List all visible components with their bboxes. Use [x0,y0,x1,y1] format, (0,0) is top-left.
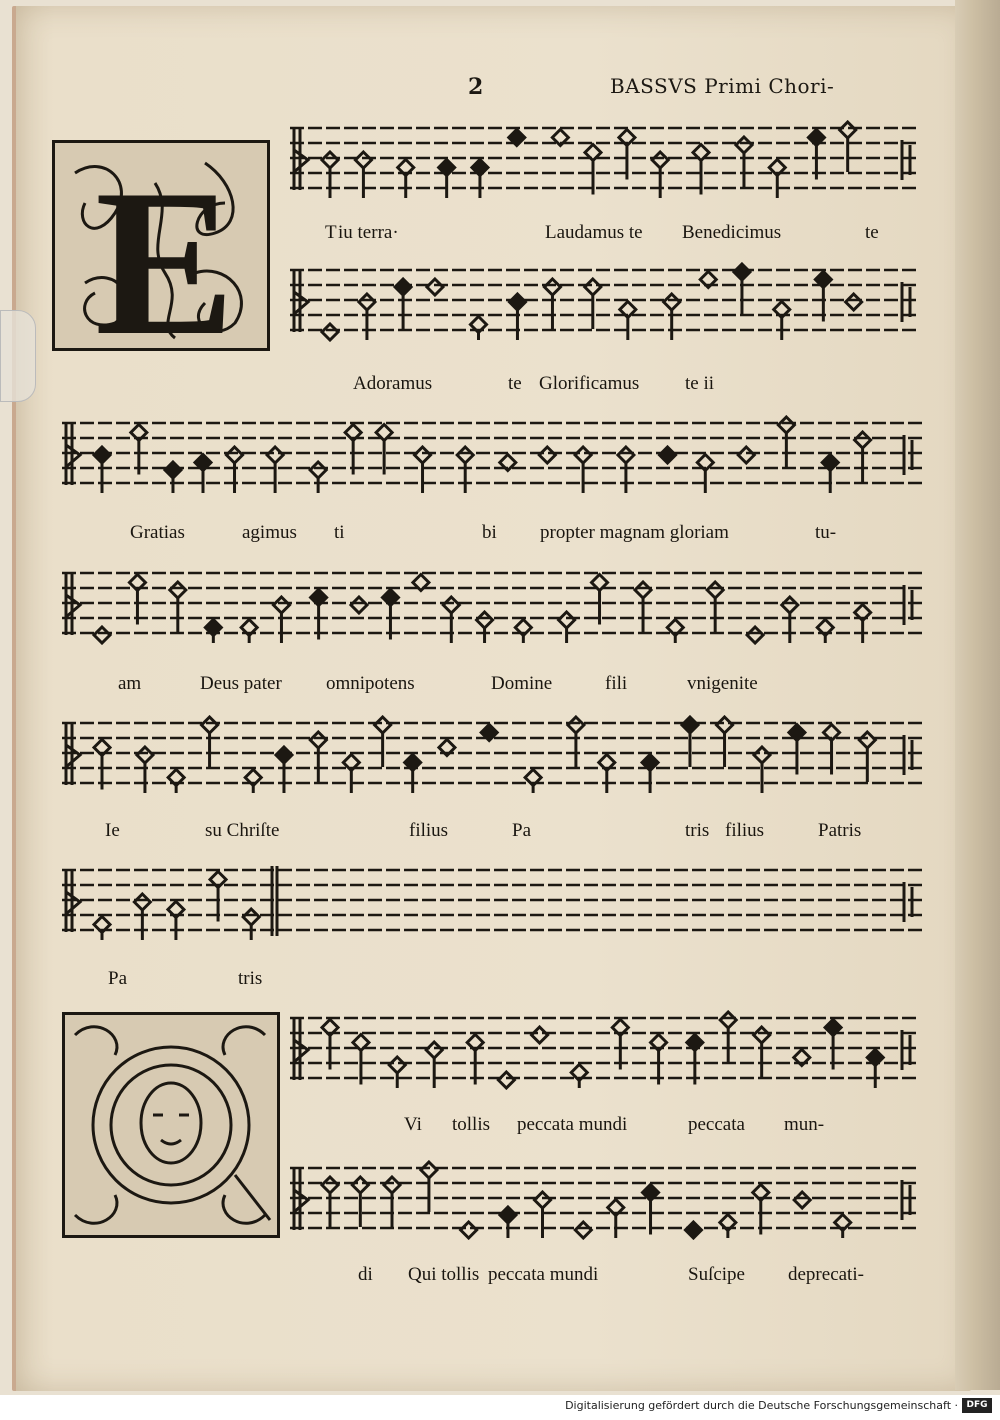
lyric: Domine [491,673,553,694]
note-mark [276,747,292,793]
note-mark [398,160,414,199]
decorated-initial-q [62,1012,280,1238]
lyric: mun- [784,1114,825,1135]
final-barline [272,866,277,936]
note-mark [568,717,584,767]
note-mark [195,455,211,494]
note-mark [717,717,733,767]
lyric: peccata mundi [488,1264,599,1285]
lyric: T [325,222,337,243]
note-mark [660,447,676,463]
note-mark [769,160,785,199]
note-mark [575,447,591,493]
note-mark [682,717,698,767]
lyric: te [865,222,879,243]
lyric: Laudamus te [545,222,643,243]
note-mark [859,732,875,782]
note-mark [667,620,683,644]
lyric: propter magnam gloriam [540,522,729,543]
note-mark [384,1177,400,1227]
lyric: te ii [685,373,715,394]
note-mark [575,1222,591,1238]
note-mark [707,582,723,632]
note-mark [599,755,615,794]
lyric: tris [238,968,263,989]
note-mark [439,160,455,199]
decorated-initial-e [52,140,270,351]
music-staff-2 [290,262,920,342]
note-mark [165,462,181,493]
lyric: vnigenite [687,673,758,694]
staff-drawing [62,715,922,795]
staff-drawing [62,862,922,942]
note-mark [822,455,838,494]
note-mark [855,432,871,482]
note-mark [461,1222,477,1238]
lyric: filius [409,820,449,841]
note-mark [472,160,488,199]
note-mark [867,1050,883,1089]
note-mark [585,279,601,329]
note-mark [243,909,259,940]
note-mark [427,279,443,295]
lyric: Patris [818,820,862,841]
staff-drawing [290,120,920,200]
note-mark [375,717,391,767]
note-mark [94,627,110,643]
note-mark [544,279,560,329]
footer-bar [0,1395,1000,1420]
lyric: Gratias [130,522,185,543]
note-mark [343,755,359,794]
note-mark [734,264,750,314]
note-mark [421,1162,437,1212]
staff-drawing [62,565,922,645]
running-head: BASSVS Primi Chori- [610,74,835,98]
music-staff-3 [62,415,922,495]
lyric: Suſcipe [688,1264,745,1285]
lyric: Vi [404,1114,422,1135]
note-mark [685,1222,701,1238]
lyric: am [118,673,142,694]
staff-drawing [290,1160,920,1240]
note-mark [351,597,367,613]
note-mark [559,612,575,643]
note-mark [774,302,790,341]
note-mark [778,417,794,467]
note-mark [94,447,110,493]
note-mark [509,294,525,340]
note-mark [168,902,184,941]
note-mark [620,302,636,341]
lyric: Benedicimus [682,222,782,243]
music-staff-8 [290,1160,920,1240]
note-mark [267,447,283,493]
lyric: te [508,373,522,394]
note-mark [515,620,531,644]
note-mark [855,605,871,644]
lyric: su Chriſte [205,820,280,841]
staff-drawing [290,262,920,342]
lyric: Qui tollis [408,1264,480,1285]
lyric: agimus [242,522,297,543]
note-mark [608,1200,624,1239]
note-mark [525,770,541,794]
note-mark [389,1057,405,1088]
music-staff-7 [290,1010,920,1090]
note-mark [817,620,833,644]
music-staff-6 [62,862,922,942]
note-mark [747,627,763,643]
note-mark [477,612,493,643]
page-edge-stack [955,0,1000,1390]
note-mark [205,620,221,644]
note-mark [846,294,862,310]
lyric: Glorificamus [539,373,640,394]
lyric: Adoramus [353,373,433,394]
lyric: filius [725,820,765,841]
note-mark [405,755,421,794]
lyric: ti [334,522,345,543]
note-mark [736,137,752,187]
music-staff-1 [290,120,920,200]
staff-drawing [62,415,922,495]
lyric: di [358,1264,373,1285]
note-mark [642,755,658,794]
lyric: tu- [815,522,837,543]
lyric: Ie [105,820,120,841]
page-clip [0,310,36,402]
note-mark [94,917,110,941]
note-mark [754,747,770,793]
note-mark [720,1215,736,1239]
note-mark [498,1072,514,1088]
lyric: peccata mundi [517,1114,628,1135]
note-mark [571,1065,587,1089]
dfg-logo: DFG [962,1398,992,1413]
lyric: omnipotens [326,673,415,694]
lyric: Pa [108,968,127,989]
note-mark [322,324,338,340]
lyric: fili [605,673,628,694]
lyric: tris [685,820,710,841]
lyric: iu terra· [338,222,399,243]
staff-drawing [290,1010,920,1090]
initial-letter-e: E [95,147,236,348]
note-mark [794,1192,810,1208]
lyric: Deus pater [200,673,282,694]
note-mark [322,1177,338,1227]
note-mark [697,455,713,494]
lyric: peccata [688,1114,745,1135]
music-staff-5 [62,715,922,795]
note-mark [754,1027,770,1077]
note-mark [310,732,326,782]
note-mark [352,1177,368,1227]
lyric: bi [482,522,497,543]
lyric: deprecati- [788,1264,864,1285]
footer-credit: Digitalisierung gefördert durch die Deutsche Forschungsgemeinschaft · [565,1399,958,1412]
note-mark [470,317,486,341]
note-mark [835,1215,851,1239]
note-mark [635,582,651,632]
page-number: 2 [468,74,484,100]
note-mark [539,447,555,463]
note-mark [720,1012,736,1062]
note-mark [245,770,261,794]
note-mark [170,582,186,632]
note-mark [168,770,184,794]
note-mark [532,1027,548,1043]
lyric: tollis [452,1114,491,1135]
note-mark [840,122,856,172]
note-mark [500,1207,516,1238]
lyric: Pa [512,820,531,841]
note-mark [241,620,257,644]
note-mark [310,462,326,493]
note-mark [202,717,218,767]
note-mark [395,279,411,329]
note-mark [738,447,754,463]
music-staff-4 [62,565,922,645]
